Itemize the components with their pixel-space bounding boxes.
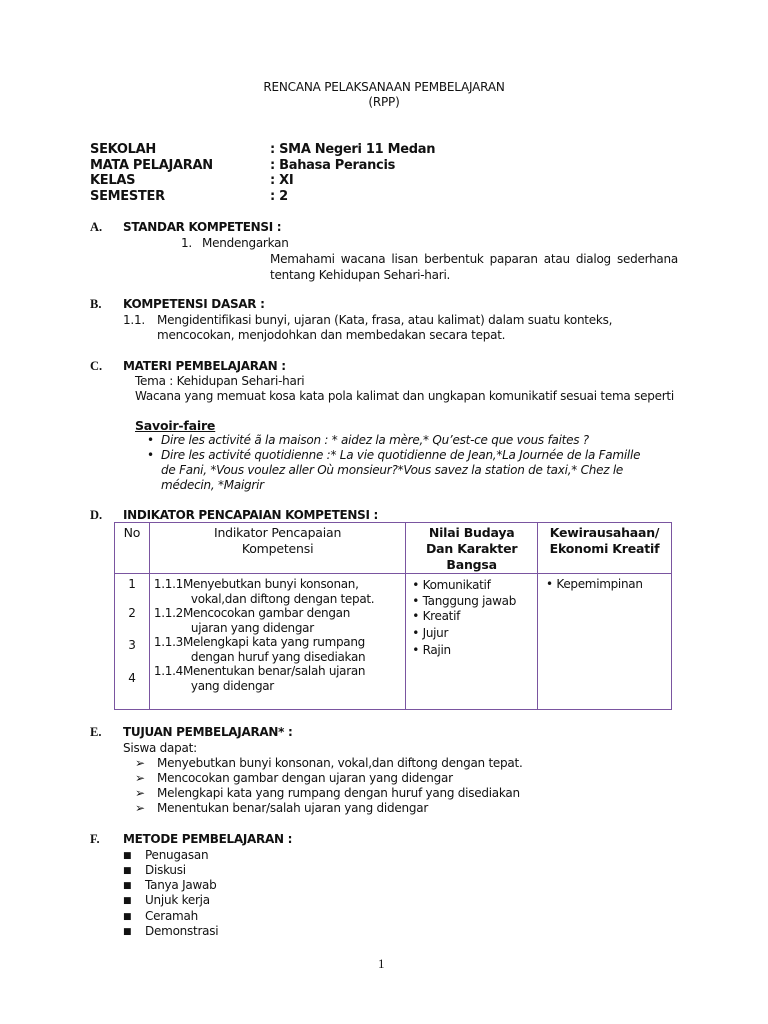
- section-e-heading: TUJUAN PEMBELAJARAN* :: [123, 725, 293, 739]
- info-value-kelas: : XI: [270, 173, 294, 188]
- section-f-heading: METODE PEMBELAJARAN :: [123, 832, 293, 846]
- list-item: • Komunikatif: [412, 578, 491, 592]
- cell-numbers: [115, 574, 150, 710]
- list-item: ■ Tanya Jawab: [123, 878, 217, 895]
- list-item: 1.1.3Melengkapi kata yang rumpang dengan huruf yang disediakan: [153, 635, 366, 664]
- list-item: ■ Diskusi: [123, 863, 186, 880]
- list-item: • Rajin: [412, 643, 451, 657]
- list-item: ➢ Menyebutkan bunyi konsonan, vokal,dan diftong dengan tepat.: [135, 756, 523, 770]
- cell-nilai: [406, 574, 538, 710]
- table-header-row: [115, 523, 672, 574]
- cell-indicators: [149, 574, 405, 710]
- bullet-dot-icon: •: [412, 643, 423, 657]
- arrowhead-icon: ➢: [135, 801, 145, 815]
- list-item: ➢ Mencocokan gambar dengan ujaran yang didengar: [135, 771, 453, 785]
- section-c-bullet-1: • Dire les activité ã la maison : * aidez la mère,* Qu’est-ce que vous faites ?: [147, 433, 589, 447]
- indicator-table: [114, 522, 672, 710]
- bullet-dot-icon: •: [412, 609, 423, 623]
- list-item: • Kepemimpinan: [546, 577, 643, 591]
- section-a-letter: A.: [90, 220, 103, 234]
- row-number: 1: [128, 577, 136, 591]
- row-number: 3: [128, 638, 136, 652]
- list-item: ■ Penugasan: [123, 848, 208, 865]
- header-kewirausahaan: Kewirausahaan/ Ekonomi Kreatif: [538, 523, 672, 574]
- square-bullet-icon: ■: [123, 896, 132, 906]
- list-item: ➢ Melengkapi kata yang rumpang dengan huruf yang disediakan: [135, 786, 520, 800]
- section-b-line1: Mengidentifikasi bunyi, ujaran (Kata, frasa, atau kalimat) dalam suatu konteks,: [157, 313, 613, 327]
- section-c-bullet-2: • Dire les activité quotidienne :* La vie quotidienne de Jean,*La Journée de la Famille: [147, 448, 641, 462]
- info-value-mapel: : Bahasa Perancis: [270, 158, 396, 173]
- square-bullet-icon: ■: [123, 851, 132, 861]
- section-d-letter: D.: [90, 508, 103, 522]
- header-nilai: Nilai Budaya Dan Karakter Bangsa: [406, 523, 538, 574]
- section-c-bullet-2-line2: de Fani, *Vous voulez aller Où monsieur?*Vous savez la station de taxi,* Chez le: [161, 463, 624, 477]
- table-row: [115, 574, 672, 710]
- arrowhead-icon: ➢: [135, 756, 145, 770]
- list-item: ➢ Menentukan benar/salah ujaran yang didengar: [135, 801, 429, 815]
- info-label-semester: SEMESTER: [90, 189, 165, 204]
- section-a-heading: STANDAR KOMPETENSI :: [123, 220, 282, 234]
- row-number: 2: [128, 606, 136, 620]
- info-label-mapel: MATA PELAJARAN: [90, 158, 213, 173]
- section-b-heading: KOMPETENSI DASAR :: [123, 297, 265, 311]
- info-label-kelas: KELAS: [90, 173, 136, 188]
- square-bullet-icon: ■: [123, 881, 132, 891]
- section-e-letter: E.: [90, 725, 102, 739]
- section-c-wacana: Wacana yang memuat kosa kata pola kalimat dan ungkapan komunikatif sesuai tema seperti: [135, 389, 674, 403]
- bullet-dot-icon: •: [412, 578, 423, 592]
- bullet-dot-icon: •: [147, 448, 154, 462]
- bullet-dot-icon: •: [412, 594, 423, 608]
- doc-subtitle: (RPP): [368, 95, 400, 109]
- section-c-tema: Tema : Kehidupan Sehari-hari: [135, 374, 305, 388]
- list-item: 1.1.2Mencocokan gambar dengan ujaran yang didengar: [153, 606, 351, 635]
- list-item: 1.1.1Menyebutkan bunyi konsonan, vokal,dan diftong dengan tepat.: [153, 577, 375, 606]
- square-bullet-icon: ■: [123, 927, 132, 937]
- section-a-desc: Memahami wacana lisan berbentuk paparan atau dialog sederhana tentang Kehidupan Sehari-hari.: [270, 252, 678, 282]
- section-b-line2: mencocokan, menjodohkan dan membedakan secara tepat.: [157, 328, 506, 342]
- arrowhead-icon: ➢: [135, 771, 145, 785]
- header-indikator: Indikator Pencapaian Kompetensi: [149, 523, 405, 574]
- section-c-heading: MATERI PEMBELAJARAN :: [123, 359, 286, 373]
- info-label-sekolah: SEKOLAH: [90, 142, 156, 157]
- square-bullet-icon: ■: [123, 866, 132, 876]
- section-b-letter: B.: [90, 297, 102, 311]
- section-b-item-num: 1.1.: [123, 313, 145, 327]
- info-value-sekolah: : SMA Negeri 11 Medan: [270, 142, 436, 157]
- bullet-dot-icon: •: [546, 577, 557, 591]
- section-e-intro: Siswa dapat:: [123, 741, 197, 755]
- section-c-savoir: Savoir-faire: [135, 418, 216, 433]
- arrowhead-icon: ➢: [135, 786, 145, 800]
- bullet-dot-icon: •: [147, 433, 154, 447]
- list-item: • Tanggung jawab: [412, 594, 517, 608]
- section-a-item-num: 1.: [181, 236, 192, 250]
- doc-title: RENCANA PELAKSANAAN PEMBELAJARAN: [263, 80, 505, 94]
- bullet-dot-icon: •: [412, 626, 423, 640]
- section-f-letter: F.: [90, 832, 100, 846]
- cell-kewirausahaan: [538, 574, 672, 710]
- section-c-letter: C.: [90, 359, 103, 373]
- header-no: No: [115, 523, 150, 574]
- page-number: 1: [378, 956, 385, 971]
- list-item: ■ Ceramah: [123, 909, 198, 926]
- section-a-item-label: Mendengarkan: [202, 236, 289, 250]
- list-item: • Jujur: [412, 626, 449, 640]
- section-d-heading: INDIKATOR PENCAPAIAN KOMPETENSI :: [123, 508, 378, 522]
- list-item: • Kreatif: [412, 609, 461, 623]
- row-number: 4: [128, 671, 136, 685]
- info-value-semester: : 2: [270, 189, 288, 204]
- section-c-bullet-2-line3: médecin, *Maigrir: [161, 478, 264, 492]
- list-item: ■ Unjuk kerja: [123, 893, 210, 910]
- list-item: 1.1.4Menentukan benar/salah ujaran yang didengar: [153, 664, 366, 693]
- list-item: ■ Demonstrasi: [123, 924, 218, 941]
- square-bullet-icon: ■: [123, 912, 132, 922]
